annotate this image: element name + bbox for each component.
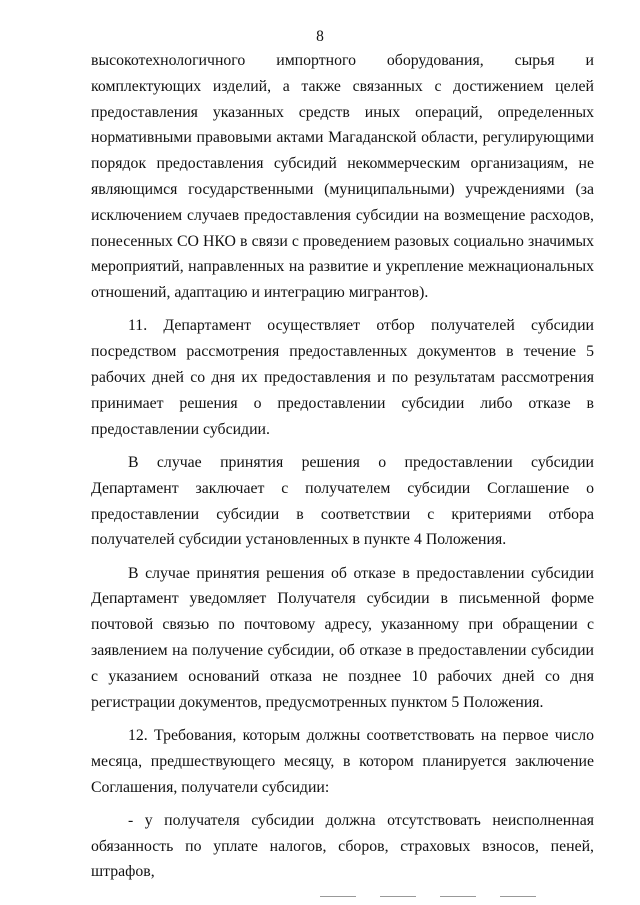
document-body [91, 48, 594, 893]
paragraph-agreement: В случае принятия решения о предоставлении субсидии Департамент заключает с получателем субсидии Соглашение о предоставлении субсидии в соответствии с критериями отбора получателей субсидии установленных в пункте 4 Положения. [91, 453, 594, 549]
scan-mark [380, 896, 416, 897]
footer-scan-marks [310, 891, 610, 897]
paragraph-refusal: В случае принятия решения об отказе в предоставлении субсидии Департамент уведомляет Получателя субсидии в письменной форме почтовой связью по почтовому адресу, указанному при обращении с заявлением на получение субсидии, об отказе в предоставлении субсидии с указанием оснований отказа не позднее 10 рабочих дней со дня регистрации документов, предусмотренных пунктом 5 Положения. [91, 564, 594, 711]
paragraph-item-11: 11. Департамент осуществляет отбор получателей субсидии посредством рассмотрения предоставленных документов в течение 5 рабочих дней со дня их предоставления и по результатам рассмотрения принимает решения о предоставлении субсидии либо отказе в предоставлении субсидии. [91, 317, 594, 438]
paragraph-continuation: высокотехнологичного импортного оборудования, сырья и комплектующих изделий, а также связанных с достижением целей предоставления указанных средств иных операций, определенных нормативными правовыми актами Магаданской области, регулирующими порядок предоставления субсидий некоммерческим организациям, не являющимся государственными (муниципальными) учреждениями (за исключением случаев предоставления субсидии на возмещение расходов, понесенных СО НКО в связи с проведением разовых социально значимых мероприятий, направленных на развитие и укрепление межнациональных отношений, адаптацию и интеграцию мигрантов). [91, 52, 594, 302]
page-number: 8 [316, 28, 324, 45]
scan-mark [320, 896, 356, 897]
scan-mark [440, 896, 476, 897]
scan-mark [500, 896, 536, 897]
paragraph-item-12: 12. Требования, которым должны соответствовать на первое число месяца, предшествующего месяцу, в котором планируется заключение Соглашения, получатели субсидии: [91, 726, 594, 796]
paragraph-requirement-taxes: - у получателя субсидии должна отсутствовать неисполненная обязанность по уплате налогов, сборов, страховых взносов, пеней, штрафов, [91, 811, 594, 881]
